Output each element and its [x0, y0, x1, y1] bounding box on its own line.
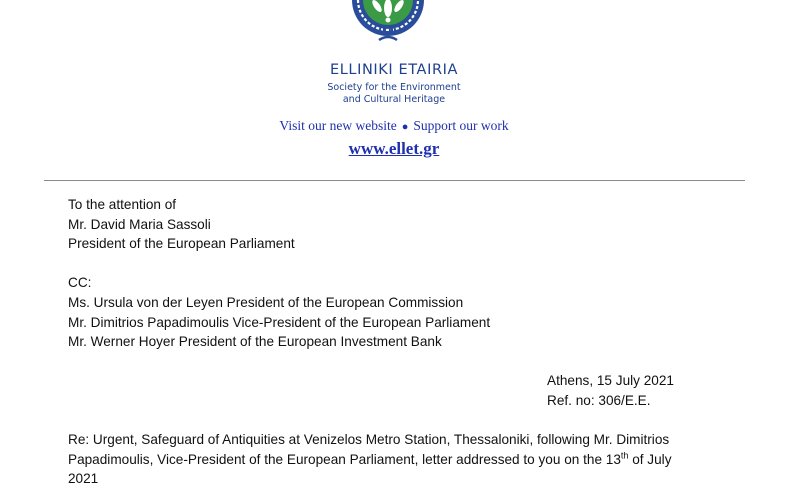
- header-links: [0, 118, 788, 134]
- header-divider: [44, 180, 745, 181]
- recipient-name: Mr. David Maria Sassoli: [68, 217, 211, 232]
- subject-line-3: 2021: [68, 471, 99, 486]
- org-subtitle-line-1: Society for the Environment: [327, 82, 461, 93]
- org-subtitle-line-2: and Cultural Heritage: [342, 94, 446, 105]
- subject-line-1: Re: Urgent, Safeguard of Antiquities at Venizelos Metro Station, Thessaloniki, following Mr. Dimitrios: [68, 432, 670, 447]
- bullet-separator: ●: [401, 121, 409, 133]
- subject-line-2-end: of July: [628, 452, 672, 467]
- recipient-title: President of the European Parliament: [68, 236, 295, 251]
- support-work-link[interactable]: Support our work: [413, 118, 509, 133]
- visit-website-link[interactable]: Visit our new website: [279, 118, 397, 133]
- subject-line-2-text: Papadimoulis, Vice-President of the European Parliament, letter addressed to you on the 13: [68, 452, 621, 467]
- cc-item: Mr. Werner Hoyer President of the European Investment Bank: [68, 334, 442, 349]
- reference-number: Ref. no: 306/E.E.: [547, 393, 651, 408]
- cc-label: CC:: [68, 275, 92, 290]
- ordinal-suffix: th: [620, 450, 629, 461]
- website-link[interactable]: www.ellet.gr: [348, 139, 440, 158]
- place-date: Athens, 15 July 2021: [547, 373, 674, 388]
- attention-line-1: To the attention of: [68, 197, 177, 212]
- subject-line-2: [68, 450, 672, 470]
- cc-item: Ms. Ursula von der Leyen President of the European Commission: [68, 295, 464, 310]
- org-name: ELLINIKI ETAIRIA: [329, 62, 459, 78]
- ellet-logo: [346, 0, 430, 62]
- cc-item: Mr. Dimitrios Papadimoulis Vice-President of the European Parliament: [68, 315, 491, 330]
